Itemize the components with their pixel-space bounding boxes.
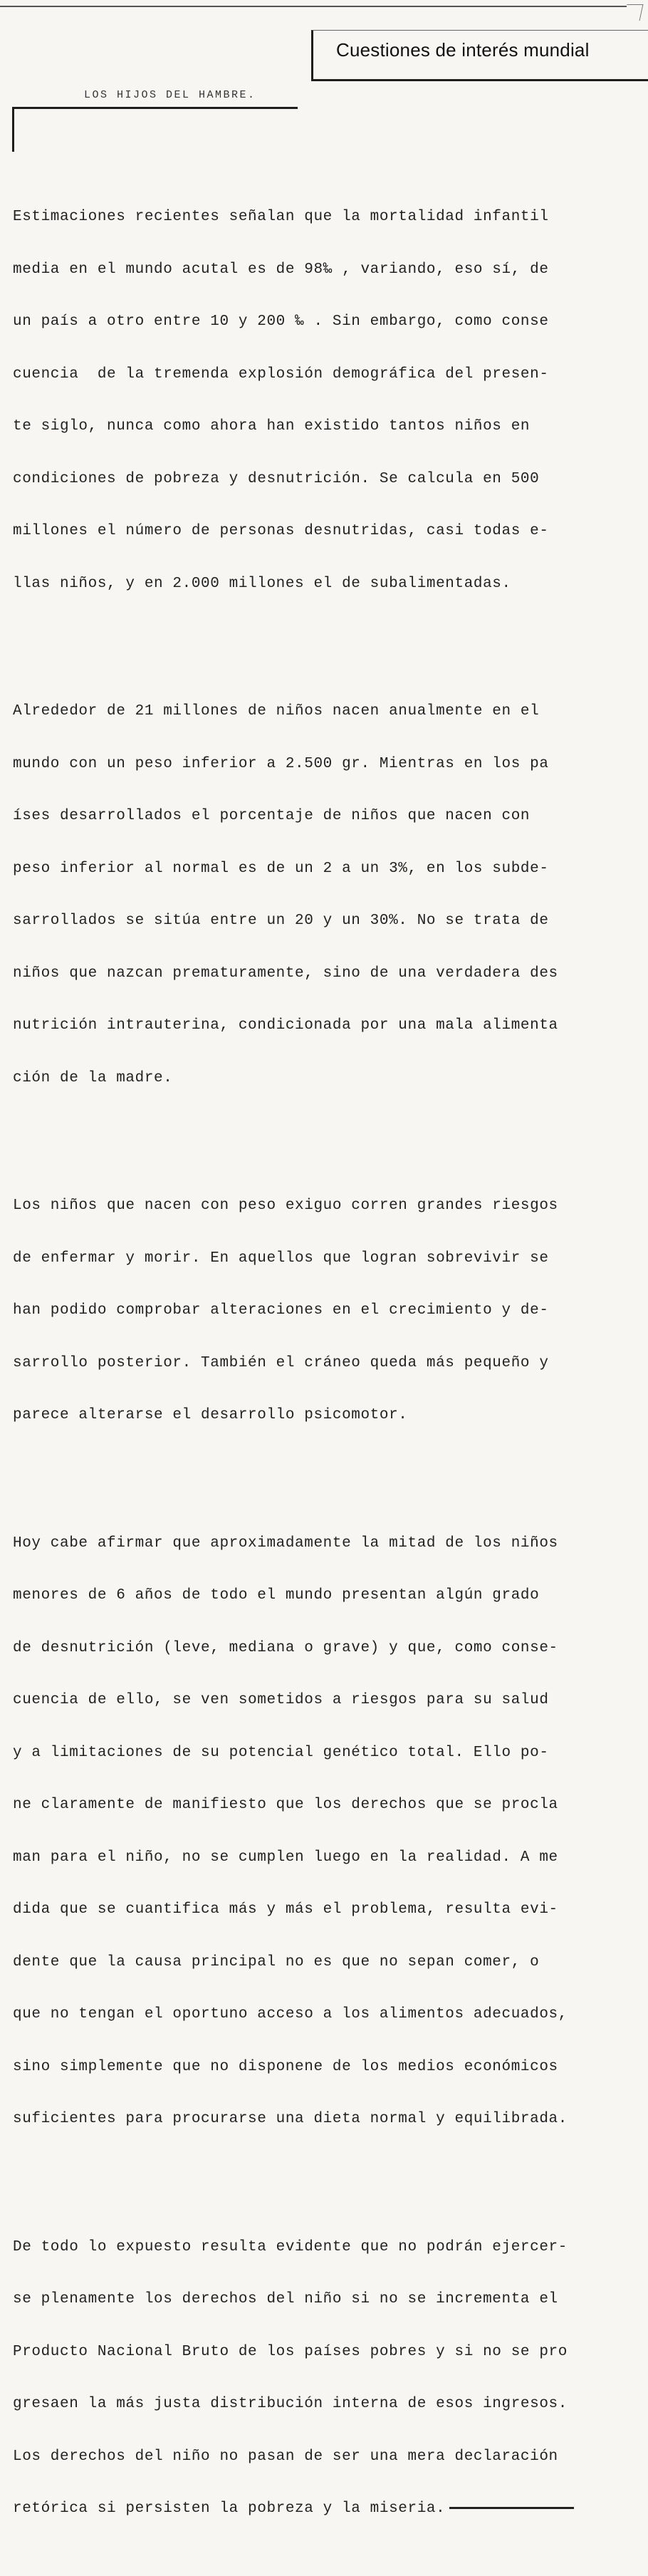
text-line: llas niños, y en 2.000 millones el de subalimentadas. [13,575,511,592]
paragraph-4 [13,1500,622,2164]
text-line: te siglo, nunca como ahora han existido tantos niños en [13,418,531,435]
last-line-wrapper [13,2500,622,2518]
text-line: se plenamente los derechos del niño si no se incrementa el [13,2291,558,2307]
text-line: niños que nazcan prematuramente, sino de una verdadera des [13,965,558,982]
text-line: Alrededor de 21 millones de niños nacen anualmente en el [13,703,540,720]
text-line: condiciones de pobreza y desnutrición. Se calcula en 500 [13,470,540,487]
text-line: Producto Nacional Bruto de los países pobres y si no se pro [13,2343,568,2360]
text-line: Los derechos del niño no pasan de ser una mera declaración [13,2448,558,2465]
text-line: parece alterarse el desarrollo psicomotor. [13,1407,408,1423]
paragraph-2 [13,668,622,1122]
text-line: cuencia de ello, se ven sometidos a riesgos para su salud [13,1692,549,1708]
text-line: y a limitaciones de su potencial genético total. Ello po- [13,1744,549,1761]
text-line: De todo lo expuesto resulta evidente que no podrán ejercer- [13,2238,568,2255]
top-rule [0,6,627,7]
article-body [13,139,622,2576]
text-line: suficientes para procurarse una dieta normal y equilibrada. [13,2111,568,2127]
text-line: sarrollados se sitúa entre un 20 y un 30%. No se trata de [13,913,549,929]
text-line: nutrición intrauterina, condicionada por una mala alimenta [13,1017,558,1034]
text-line: han podido comprobar alteraciones en el crecimiento y de- [13,1302,549,1319]
text-line: cuencia de la tremenda explosión demográfica del presen- [13,365,549,383]
paragraph-5 [13,2204,622,2553]
text-line: man para el niño, no se cumplen luego en la realidad. A me [13,1849,558,1866]
article-title: LOS HIJOS DEL HAMBRE. [84,89,256,101]
text-line: ne claramente de manifiesto que los derechos que se procla [13,1797,558,1813]
text-line: millones el número de personas desnutridas, casi todas e- [13,523,549,539]
section-title: Cuestiones de interés mundial [336,39,590,61]
text-line: retórica si persisten la pobreza y la miseria. [13,2500,446,2517]
text-line: Hoy cabe afirmar que aproximadamente la mitad de los niños [13,1534,558,1552]
text-line: ción de la madre. [13,1069,173,1086]
end-rule [449,2507,574,2509]
paragraph-1 [13,174,622,628]
text-line: de enfermar y morir. En aquellos que logran sobrevivir se [13,1250,549,1267]
text-line: de desnutrición (leve, mediana o grave) y que, como conse- [13,1639,558,1656]
section-header-box [311,30,648,81]
text-line: íses desarrollados el porcentaje de niños que nacen con [13,808,531,824]
text-line: mundo con un peso inferior a 2.500 gr. Mientras en los pa [13,755,549,772]
text-line: Los niños que nacen con peso exiguo corren grandes riesgos [13,1198,558,1214]
text-line: dida que se cuantifica más y más el problema, resulta evi- [13,1901,558,1918]
page-corner-fold [624,4,644,21]
text-line: sino simplemente que no disponene de los medios económicos [13,2058,558,2075]
text-line: un país a otro entre 10 y 200 ‰ . Sin embargo, como conse [13,313,549,330]
text-line: menores de 6 años de todo el mundo presentan algún grado [13,1587,540,1604]
text-line: peso inferior al normal es de un 2 a un 3%, en los subde- [13,860,549,877]
text-line: gresaen la más justa distribución interna de esos ingresos. [13,2396,568,2412]
text-line: sarrollo posterior. También el cráneo queda más pequeño y [13,1354,549,1371]
paragraph-3 [13,1163,622,1460]
text-line: media en el mundo acutal es de 98‰ , variando, eso sí, de [13,261,549,278]
text-line: dente que la causa principal no es que no sepan comer, o [13,1953,540,1970]
text-line: Estimaciones recientes señalan que la mortalidad infantil [13,209,549,225]
text-line: que no tengan el oportuno acceso a los alimentos adecuados, [13,2006,568,2022]
